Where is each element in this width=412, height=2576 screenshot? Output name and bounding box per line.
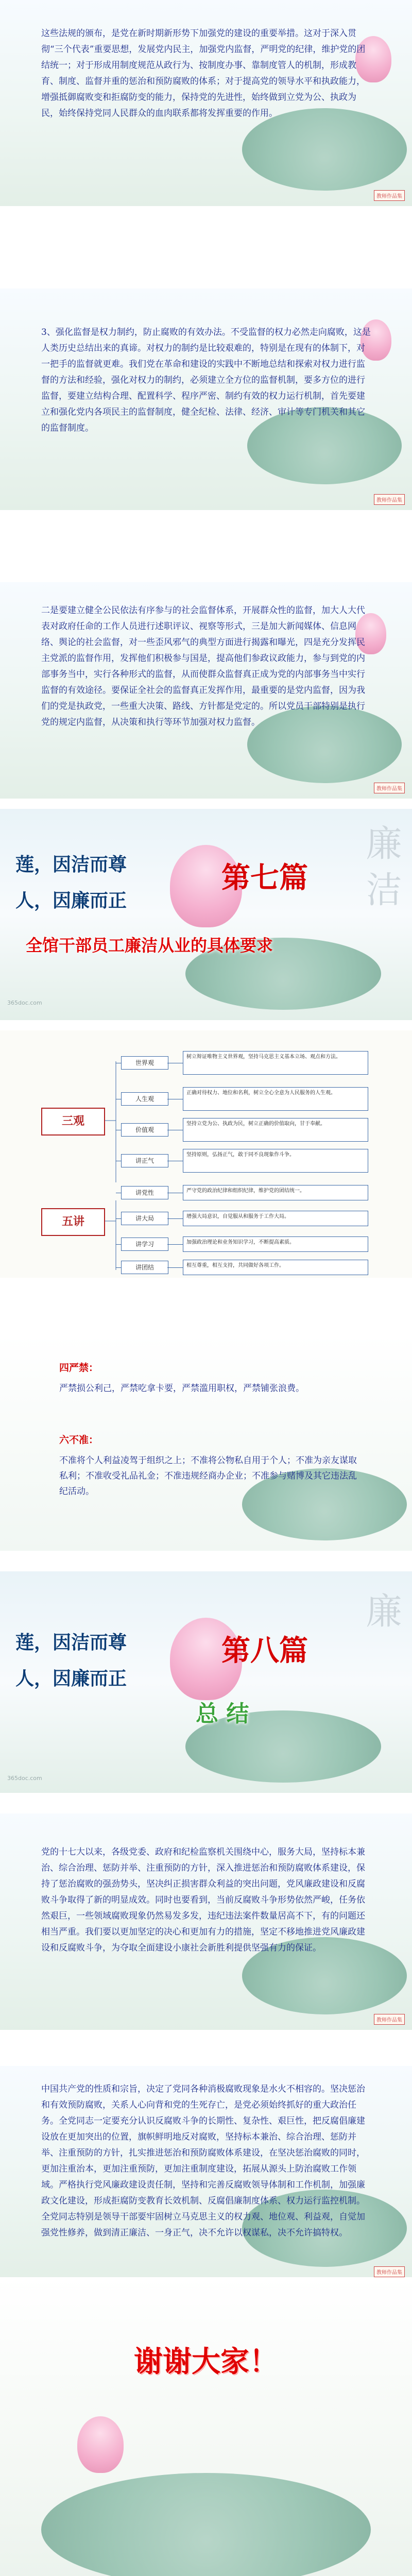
chapter-label: 第七篇 bbox=[221, 861, 308, 895]
diagram-node-description: 正确对待权力、地位和名利，树立全心全意为人民服务的人生观。 bbox=[183, 1087, 368, 1111]
thanks-panel bbox=[0, 2277, 412, 2576]
diagram-node-label: 价值观 bbox=[121, 1123, 168, 1137]
diagram-node-label: 讲正气 bbox=[121, 1154, 168, 1167]
diagram-node-description: 树立辩证唯物主义世界观，坚持马克思主义基本立场、观点和方法。 bbox=[183, 1051, 368, 1075]
paragraph-social-supervision: 二是要建立健全公民依法有序参与的社会监督体系，开展群众性的监督，加大人大代表对政府任命的工作人员进行述职评议、视察等形式，三是加大新闻媒体、信息网络、舆论的社会监督，对一些歪风邪气的典型方面进行揭露和曝光，四是充分发挥民主党派的监督作用，发挥他们积极参与国是，提高他们参政议政能力，参与到党的内部事务当中，实行各种形式的监督，从而使群众监督真正成为党的内部事务当中实行监督的有效途径。要保证全社会的监督真正发挥作用，最重要的是党内监督，因为我们的党是执政党，一些重大决策、路线、方针都是党定的。所以党员干部特别是执行党的规定内监督，从决策和执行等环节加强对权力监督。 bbox=[41, 605, 365, 727]
watermark: 365doc.com bbox=[7, 1775, 42, 1782]
diagram-connector bbox=[167, 1267, 183, 1268]
site-tag: 教师作品集 bbox=[374, 783, 405, 793]
text-panel-2 bbox=[0, 289, 412, 510]
paragraph-summary: 党的十七大以来，各级党委、政府和纪检监察机关围绕中心，服务大局，坚持标本兼治、综合治理、惩防并举、注重预防的方针，深入推进惩治和预防腐败体系建设，保持了惩治腐败的强劲势头，坚决纠正损害群众利益的突出问题，党风廉政建设和反腐败斗争取得了新的明显成效。同时也要看到，当前反腐败斗争形势依然严峻，任务依然艰巨，一些领域腐败现象仍然易发多发，违纪违法案件数量居高不下，有的问题还相当严重。我们要以更加坚定的决心和更加有力的措施，坚定不移地推进党风廉政建设和反腐败斗争，为夺取全面建设小康社会新胜利提供坚强有力的保证。 bbox=[41, 1847, 365, 1953]
diagram-node-description: 坚持原则，弘扬正气，敢于同不良现象作斗争。 bbox=[183, 1149, 368, 1173]
site-tag: 教师作品集 bbox=[374, 2266, 405, 2277]
chapter-8-banner bbox=[0, 1571, 412, 1793]
motto-line-2: 人，因廉而正 bbox=[15, 1668, 127, 1689]
diagram-node-description: 坚持立党为公、执政为民，树立正确的价值取向，甘于奉献。 bbox=[183, 1118, 368, 1142]
vertical-character: 廉 bbox=[360, 1592, 402, 1628]
diagram-connector bbox=[167, 1218, 183, 1219]
diagram-node-label: 讲学习 bbox=[121, 1238, 168, 1251]
thanks-text: 谢谢大家！ bbox=[134, 2345, 278, 2379]
chapter-7-banner bbox=[0, 809, 412, 1020]
group-three-views: 三观 bbox=[41, 1108, 105, 1136]
motto-line-1: 莲，因洁而尊 bbox=[15, 1632, 127, 1653]
rules-heading-four: 四严禁： bbox=[59, 1362, 99, 1374]
diagram-node-label: 人生观 bbox=[121, 1092, 168, 1106]
lotus-leaf-decoration bbox=[41, 2473, 371, 2576]
text-panel-3 bbox=[0, 582, 412, 799]
diagram-node-description: 增强大局意识，自觉服从和服务于工作大局。 bbox=[183, 1211, 368, 1226]
text-panel-1 bbox=[0, 0, 412, 206]
rules-text-six: 不准将个人利益凌驾于组织之上；不准将公物私自用于个人；不准为亲友谋取私利；不准收受礼品礼金；不准违规经商办企业；不准参与赌博及其它违法乱纪活动。 bbox=[59, 1455, 357, 1497]
requirements-diagram bbox=[0, 1030, 412, 1278]
motto-line-2: 人，因廉而正 bbox=[15, 890, 127, 911]
diagram-connector bbox=[167, 1244, 183, 1245]
diagram-node-description: 严守党的政治纪律和组织纪律，维护党的团结统一。 bbox=[183, 1185, 368, 1200]
rules-panel bbox=[0, 1334, 412, 1551]
lotus-flower-decoration bbox=[77, 2416, 124, 2473]
diagram-connector bbox=[116, 1218, 121, 1219]
chapter-title: 全馆干部员工廉洁从业的具体要求 bbox=[26, 936, 273, 955]
group-five-talks: 五讲 bbox=[41, 1208, 105, 1236]
diagram-node-label: 讲团结 bbox=[121, 1261, 168, 1274]
paragraph-party-nature: 中国共产党的性质和宗旨，决定了党同各种消极腐败现象是水火不相容的。坚决惩治和有效预防腐败，关系人心向背和党的生死存亡，是党必须始终抓好的重大政治任务。全党同志一定要充分认识反腐败斗争的长期性、复杂性、艰巨性，把反腐倡廉建设放在更加突出的位置，旗帜鲜明地反对腐败，坚持标本兼治、综合治理、惩防并举、注重预防的方针，扎实推进惩治和预防腐败体系建设，在坚决惩治腐败的同时，更加注重治本，更加注重预防，更加注重制度建设，拓展从源头上防治腐败工作领域。严格执行党风廉政建设责任制，坚持和完善反腐败领导体制和工作机制，加强廉政文化建设，形成拒腐防变教育长效机制、反腐倡廉制度体系、权力运行监控机制。全党同志特别是领导干部要牢固树立马克思主义的权力观、地位观、利益观，自觉加强党性修养，做到清正廉洁、一身正气，决不允许以权谋私，决不允许搞特权。 bbox=[41, 2084, 365, 2238]
chapter-title: 总 结 bbox=[196, 1701, 249, 1727]
watermark: 365doc.com bbox=[7, 999, 42, 1006]
chapter-label: 第八篇 bbox=[221, 1634, 308, 1668]
diagram-connector bbox=[116, 1244, 121, 1245]
diagram-node-description: 相互尊重，相互支持，共同做好各项工作。 bbox=[183, 1260, 368, 1275]
rules-text-four: 严禁损公利己，严禁吃拿卡要，严禁滥用职权，严禁铺张浪费。 bbox=[59, 1383, 304, 1394]
diagram-node-description: 加强政治理论和业务知识学习，不断提高素质。 bbox=[183, 1236, 368, 1252]
site-tag: 教师作品集 bbox=[374, 190, 405, 201]
site-tag: 教师作品集 bbox=[374, 494, 405, 505]
text-panel-5 bbox=[0, 2066, 412, 2282]
vertical-character: 廉 bbox=[360, 824, 402, 860]
paragraph-supervision: 3、强化监督是权力制约，防止腐败的有效办法。不受监督的权力必然走向腐败，这是人类历史总结出来的真谛。对权力的制约是比较艰难的，特别是在现有的体制下，对一把手的监督就更难。我们党在革命和建设的实践中不断地总结和探索对权力进行监督的方法和经验，强化对权力的制约，必须建立全方位的监督机制，要多方位的进行监督，要建立结构合理、配置科学、程序严密、制约有效的权力运行机制，首先要建立和强化党内各项民主的监督制度，健全纪检、法律、经济、审计等专门机关和其它的监督制度。 bbox=[41, 327, 371, 433]
diagram-node-label: 讲大局 bbox=[121, 1212, 168, 1225]
diagram-connector bbox=[116, 1267, 121, 1268]
site-tag: 教师作品集 bbox=[374, 2014, 405, 2025]
rules-heading-six: 六不准： bbox=[59, 1434, 99, 1446]
text-panel-4 bbox=[0, 1814, 412, 2030]
paragraph-regulations: 这些法规的颁布，是党在新时期新形势下加强党的建设的重要举措。这对于深入贯彻“三个代表”重要思想，发展党内民主，加强党内监督，严明党的纪律，维护党的团结统一；对于形成用制度规范从政行为、按制度办事、靠制度管人的机制，形成教育、制度、监督并重的惩治和预防腐败的体系；对于提高党的领导水平和执政能力，增强抵御腐败变和拒腐防变的能力，保持党的先进性，始终做到立党为公、执政为民，始终保持党同人民群众的血肉联系都将发挥重要的作用。 bbox=[41, 28, 366, 118]
motto-line-1: 莲，因洁而尊 bbox=[15, 854, 127, 875]
diagram-node-label: 讲党性 bbox=[121, 1186, 168, 1199]
diagram-node-label: 世界观 bbox=[121, 1056, 168, 1070]
vertical-character: 洁 bbox=[360, 871, 402, 907]
